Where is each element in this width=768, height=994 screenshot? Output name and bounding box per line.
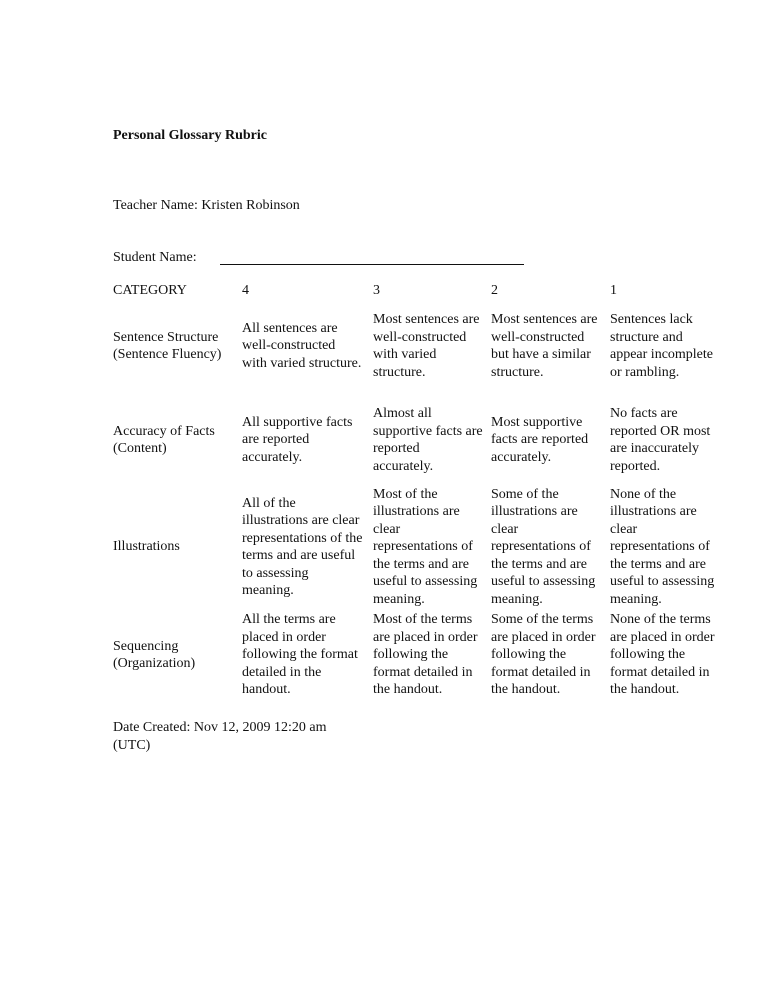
rubric-criteria-cell [242, 611, 358, 699]
cell-text-line: or rambling. [610, 364, 680, 380]
cell-text-line: All sentences are [242, 320, 338, 336]
cell-text-line: representations of the [242, 530, 363, 546]
cell-text-line: the handout. [491, 682, 561, 698]
header-score-2: 2 [491, 283, 498, 298]
cell-text-line: well-constructed [373, 329, 467, 345]
cell-text-line: Accuracy of Facts [113, 423, 215, 439]
date-created [113, 719, 326, 755]
cell-text-line: following the [491, 647, 567, 663]
cell-text-line: format detailed in [610, 664, 710, 680]
rubric-criteria-cell [491, 414, 588, 467]
cell-text-line: following the [610, 647, 686, 663]
cell-text-line: detailed in the [242, 664, 322, 680]
rubric-criteria-cell [373, 405, 483, 475]
cell-text-line: the terms and are [373, 556, 470, 572]
cell-text-line: None of the terms [610, 612, 711, 628]
cell-text-line: meaning. [491, 591, 543, 607]
cell-text-line: Illustrations [113, 539, 180, 555]
header-category: CATEGORY [113, 283, 187, 298]
header-score-1: 1 [610, 283, 617, 298]
cell-text-line: facts are reported [491, 432, 589, 448]
cell-text-line: reported OR most [610, 423, 711, 439]
cell-text-line: reported. [610, 458, 661, 474]
rubric-criteria-cell [242, 320, 361, 373]
cell-text-line: are inaccurately [610, 441, 699, 456]
teacher-name: Teacher Name: Kristen Robinson [113, 198, 300, 213]
cell-text-line: format detailed in [373, 664, 473, 680]
cell-text-line: (Content) [113, 441, 167, 456]
cell-text-line: Most of the terms [373, 612, 473, 628]
cell-text-line: representations of [491, 539, 591, 555]
rubric-criteria-cell [373, 311, 480, 381]
cell-text-line: All the terms are [242, 612, 336, 628]
cell-text-line: illustrations are [373, 504, 460, 520]
cell-text-line: meaning. [373, 591, 425, 607]
cell-text-line: clear [610, 521, 638, 537]
cell-text-line: Sentence Structure [113, 329, 219, 345]
document-title: Personal Glossary Rubric [113, 128, 267, 143]
cell-text-line: are placed in order [610, 629, 715, 645]
student-name-blank-line [220, 264, 524, 265]
rubric-category-cell [113, 538, 180, 556]
cell-text-line: following the format [242, 647, 358, 663]
cell-text-line: representations of [610, 539, 710, 555]
cell-text-line: Almost all [373, 406, 432, 421]
cell-text-line: with varied [373, 347, 437, 362]
cell-text-line: to assessing [242, 565, 309, 581]
rubric-category-cell [113, 329, 221, 364]
cell-text-line: accurately. [373, 458, 434, 474]
cell-text-line: accurately. [491, 449, 552, 465]
cell-text-line: structure. [373, 364, 426, 380]
cell-text-line: terms and are useful [242, 548, 356, 563]
cell-text-line: the terms and are [491, 556, 588, 572]
date-line: (UTC) [113, 738, 151, 753]
cell-text-line: representations of [373, 539, 473, 555]
rubric-criteria-cell [491, 311, 598, 381]
rubric-criteria-cell [491, 611, 596, 699]
cell-text-line: illustrations are [610, 504, 697, 520]
cell-text-line: (Sentence Fluency) [113, 347, 222, 362]
cell-text-line: clear [491, 521, 519, 537]
cell-text-line: Some of the terms [491, 612, 594, 628]
cell-text-line: supportive facts are [373, 423, 483, 439]
rubric-category-cell [113, 423, 215, 458]
cell-text-line: are placed in order [373, 629, 478, 645]
cell-text-line: structure and [610, 329, 683, 345]
cell-text-line: meaning. [242, 583, 294, 598]
rubric-criteria-cell [242, 495, 363, 600]
cell-text-line: Most supportive [491, 414, 583, 430]
cell-text-line: Some of the [491, 486, 559, 502]
cell-text-line: reported [373, 441, 420, 456]
date-line: Date Created: Nov 12, 2009 12:20 am [113, 720, 327, 735]
cell-text-line: format detailed in [491, 664, 591, 680]
cell-text-line: are reported [242, 432, 310, 448]
cell-text-line: placed in order [242, 629, 326, 645]
cell-text-line: well-constructed [242, 338, 336, 354]
rubric-criteria-cell [610, 405, 710, 475]
cell-text-line: clear [373, 521, 401, 537]
cell-text-line: handout. [242, 682, 291, 698]
cell-text-line: Most of the [373, 486, 438, 502]
cell-text-line: useful to assessing [491, 574, 596, 590]
rubric-criteria-cell [610, 611, 715, 699]
cell-text-line: illustrations are clear [242, 513, 360, 528]
cell-text-line: but have a similar [491, 347, 591, 362]
rubric-criteria-cell [373, 486, 477, 609]
rubric-criteria-cell [610, 311, 713, 381]
cell-text-line: meaning. [610, 591, 662, 607]
cell-text-line: useful to assessing [610, 574, 715, 590]
cell-text-line: with varied structure. [242, 355, 362, 371]
cell-text-line: the handout. [610, 682, 680, 698]
cell-text-line: All of the [242, 495, 296, 511]
cell-text-line: the terms and are [610, 556, 707, 572]
rubric-criteria-cell [491, 486, 595, 609]
header-score-3: 3 [373, 283, 380, 298]
cell-text-line: are placed in order [491, 629, 596, 645]
rubric-criteria-cell [610, 486, 714, 609]
rubric-criteria-cell [242, 414, 352, 467]
cell-text-line: Sentences lack [610, 312, 693, 327]
cell-text-line: well-constructed [491, 329, 585, 345]
cell-text-line: useful to assessing [373, 574, 478, 590]
cell-text-line: appear incomplete [610, 347, 714, 362]
cell-text-line: Most sentences are [491, 312, 598, 327]
cell-text-line: Sequencing [113, 638, 179, 654]
cell-text-line: illustrations are [491, 504, 578, 520]
cell-text-line: No facts are [610, 406, 678, 421]
cell-text-line: (Organization) [113, 656, 196, 671]
cell-text-line: accurately. [242, 449, 303, 465]
cell-text-line: All supportive facts [242, 414, 353, 430]
cell-text-line: Most sentences are [373, 312, 480, 327]
rubric-criteria-cell [373, 611, 478, 699]
student-name-label: Student Name: [113, 250, 197, 265]
cell-text-line: None of the [610, 486, 677, 502]
cell-text-line: the handout. [373, 682, 443, 698]
header-score-4: 4 [242, 283, 249, 298]
cell-text-line: structure. [491, 364, 544, 380]
rubric-category-cell [113, 638, 195, 673]
cell-text-line: following the [373, 647, 449, 663]
